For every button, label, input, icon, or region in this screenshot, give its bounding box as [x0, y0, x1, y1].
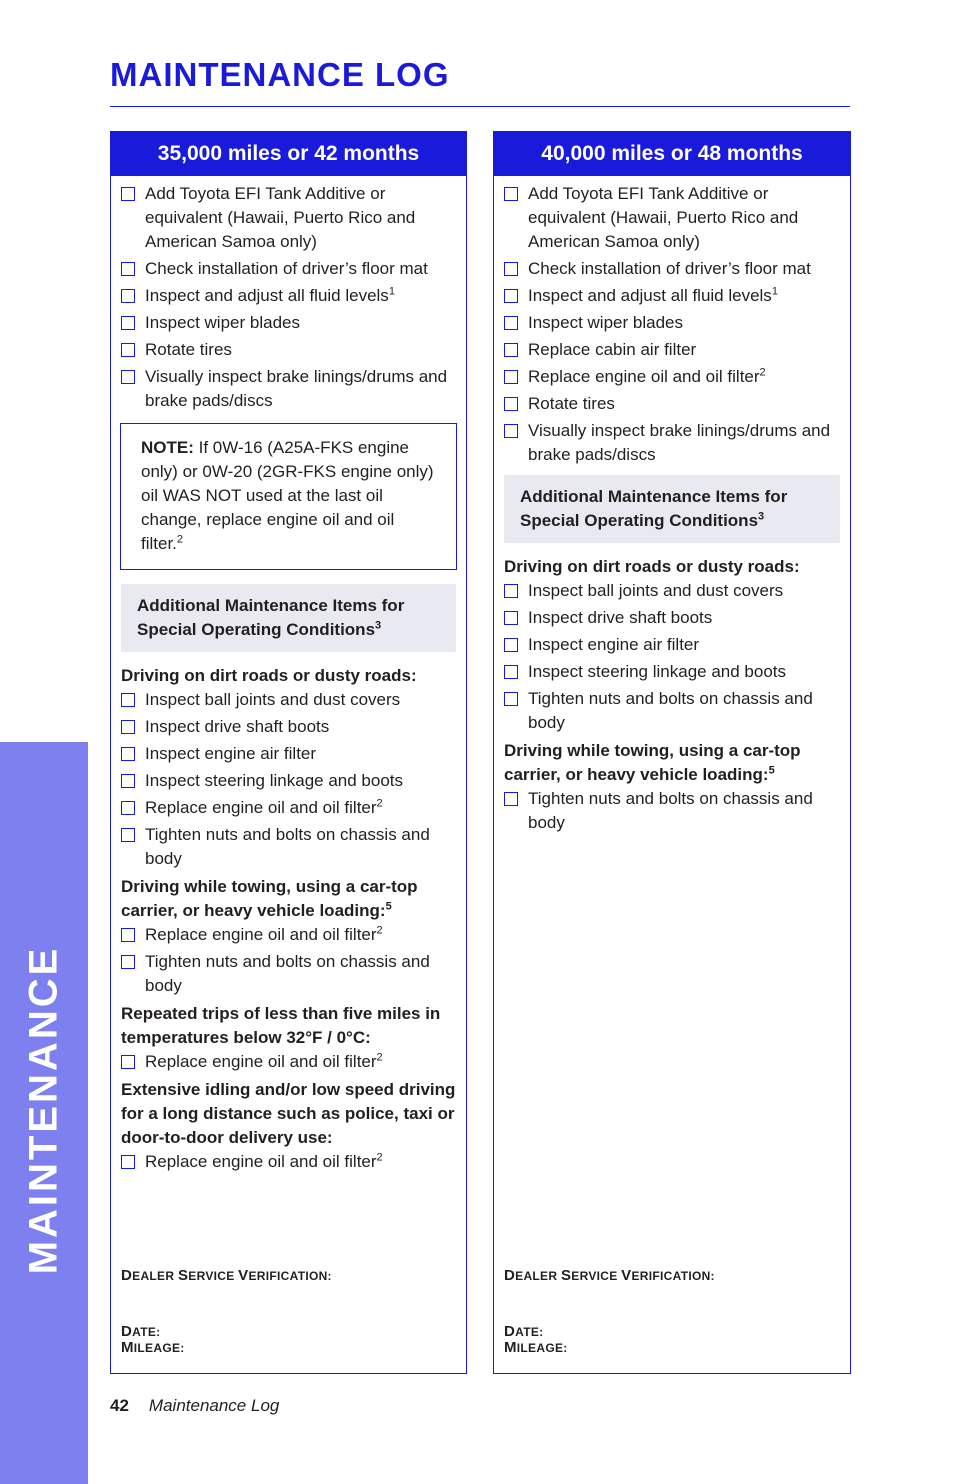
checkbox-icon[interactable] [504, 262, 518, 276]
page-footer [110, 1396, 279, 1416]
special-conditions-title: Additional Maintenance Items for Special Operating Conditions$^3$ [504, 475, 840, 543]
checklist [121, 1050, 456, 1074]
condition-heading: Driving on dirt roads or dusty roads: [504, 557, 800, 576]
checkbox-icon[interactable] [504, 692, 518, 706]
condition-heading: Driving on dirt roads or dusty roads: [121, 666, 417, 685]
checklist-item [504, 182, 840, 254]
footnote-ref: 1 [388, 285, 395, 298]
checkbox-icon[interactable] [121, 928, 135, 942]
checklist-item [504, 787, 840, 835]
checklist-item [121, 182, 456, 254]
checkbox-icon[interactable] [121, 774, 135, 788]
title-divider [110, 106, 850, 107]
checkbox-icon[interactable] [121, 828, 135, 842]
checklist-item-text: Inspect drive shaft boots [145, 717, 330, 736]
checklist-item-text: Inspect steering linkage and boots [528, 662, 787, 681]
checklist-item-text: Inspect and adjust all fluid levels$^1$ [145, 285, 395, 305]
checklist-item-text: Inspect ball joints and dust covers [145, 690, 401, 709]
checklist-item [121, 257, 456, 281]
page-number: 42 [110, 1396, 129, 1415]
checkbox-icon[interactable] [504, 584, 518, 598]
checklist-item [121, 769, 456, 793]
condition-heading: Driving while towing, using a car-top carrier, or heavy vehicle loading:$^5$ [121, 877, 418, 920]
footnote-ref: 1 [771, 285, 778, 298]
checklist-item [121, 823, 456, 871]
checklist-item-text: Replace engine oil and oil filter$^2$ [145, 797, 383, 817]
log-column-35000 [110, 131, 467, 1374]
checklist-item-text: Replace cabin air filter [528, 340, 697, 359]
checklist-item-text: Replace engine oil and oil filter$^2$ [145, 1151, 383, 1171]
checklist-item [121, 1050, 456, 1074]
condition-heading: Repeated trips of less than five miles in temperatures below 32°F / 0°C: [121, 1004, 441, 1047]
footnote-ref: 2 [759, 366, 766, 379]
checklist-item-text: Rotate tires [145, 340, 232, 359]
checklist-item [504, 660, 840, 684]
page-title: MAINTENANCE LOG [110, 56, 450, 93]
checklist-item-text: Inspect engine air filter [145, 744, 317, 763]
checklist-item [121, 742, 456, 766]
special-conditions-title: Additional Maintenance Items for Special Operating Conditions$^3$ [121, 584, 456, 652]
checklist-item-text: Inspect steering linkage and boots [145, 771, 404, 790]
column-body [494, 176, 850, 835]
checkbox-icon[interactable] [121, 316, 135, 330]
note-text: If 0W-16 (A25A-FKS engine only) or 0W-20 (2GR-FKS engine only) oil WAS NOT used at the last oil change, replace engine oil and oil filter. [141, 438, 434, 553]
column-body [111, 176, 466, 1174]
checklist-item-text: Visually inspect brake linings/drums and brake pads/discs [145, 367, 448, 410]
checkbox-icon[interactable] [121, 187, 135, 201]
checklist-item [121, 688, 456, 712]
dealer-service-verification-label: DEALER SERVICE VERIFICATION: [121, 1267, 332, 1284]
checklist [504, 579, 840, 735]
checklist-item-text: Check installation of driver’s floor mat [528, 259, 811, 278]
checkbox-icon[interactable] [504, 316, 518, 330]
checklist-item [504, 338, 840, 362]
checkbox-icon[interactable] [504, 187, 518, 201]
checkbox-icon[interactable] [121, 747, 135, 761]
checklist-item-text: Check installation of driver’s floor mat [145, 259, 428, 278]
checklist-item [504, 419, 840, 467]
checkbox-icon[interactable] [121, 1155, 135, 1169]
checkbox-icon[interactable] [504, 665, 518, 679]
checklist-item-text: Replace engine oil and oil filter$^2$ [145, 924, 383, 944]
checklist-item-text: Tighten nuts and bolts on chassis and body [145, 952, 430, 995]
checklist-item-text: Tighten nuts and bolts on chassis and body [145, 825, 430, 868]
footer-label: Maintenance Log [148, 1396, 280, 1415]
checklist-item [121, 950, 456, 998]
checklist-item-text: Tighten nuts and bolts on chassis and body [528, 689, 813, 732]
checkbox-icon[interactable] [504, 343, 518, 357]
checkbox-icon[interactable] [504, 611, 518, 625]
checklist [121, 182, 456, 413]
dealer-verification [504, 1268, 715, 1356]
checklist-item [121, 715, 456, 739]
dealer-service-verification-label: DEALER SERVICE VERIFICATION: [504, 1267, 715, 1284]
checkbox-icon[interactable] [504, 792, 518, 806]
checklist [504, 182, 840, 467]
checklist-item-text: Add Toyota EFI Tank Additive or equivalent (Hawaii, Puerto Rico and American Samoa only) [145, 184, 416, 251]
checklist-item-text: Inspect wiper blades [145, 313, 300, 332]
checklist-item-text: Inspect drive shaft boots [528, 608, 713, 627]
checklist [504, 787, 840, 835]
checkbox-icon[interactable] [504, 289, 518, 303]
log-column-40000 [493, 131, 851, 1374]
checkbox-icon[interactable] [504, 370, 518, 384]
checklist-item-text: Replace engine oil and oil filter$^2$ [145, 1051, 383, 1071]
note-box [120, 423, 457, 570]
checkbox-icon[interactable] [121, 1055, 135, 1069]
condition-heading: Driving while towing, using a car-top carrier, or heavy vehicle loading:$^5$ [504, 741, 801, 784]
checkbox-icon[interactable] [121, 693, 135, 707]
checklist-item [504, 633, 840, 657]
column-header: 40,000 miles or 48 months [494, 132, 850, 176]
note-label: NOTE: [141, 438, 194, 457]
checklist-item [504, 365, 840, 389]
mileage-label: MILEAGE: [504, 1339, 568, 1356]
footnote-ref: 2 [376, 797, 383, 810]
footnote-ref: 2 [176, 533, 184, 546]
checklist-item-text: Tighten nuts and bolts on chassis and body [528, 789, 813, 832]
date-label: DATE: [504, 1323, 544, 1340]
checklist-item [121, 338, 456, 362]
checklist-item [504, 687, 840, 735]
checklist-item [504, 257, 840, 281]
checklist-item [121, 1150, 456, 1174]
mileage-label: MILEAGE: [121, 1339, 185, 1356]
checklist-item [121, 365, 456, 413]
checklist-item-text: Inspect engine air filter [528, 635, 700, 654]
checkbox-icon[interactable] [121, 955, 135, 969]
checklist-item-text: Add Toyota EFI Tank Additive or equivalent (Hawaii, Puerto Rico and American Samoa only) [528, 184, 799, 251]
checklist [121, 1150, 456, 1174]
checkbox-icon[interactable] [504, 638, 518, 652]
footnote-ref: 2 [376, 1151, 383, 1164]
checklist-item-text: Inspect wiper blades [528, 313, 683, 332]
checkbox-icon[interactable] [121, 343, 135, 357]
checklist [121, 688, 456, 871]
dealer-verification [121, 1268, 332, 1356]
checklist-item [121, 923, 456, 947]
checklist-item-text: Rotate tires [528, 394, 615, 413]
checkbox-icon[interactable] [121, 289, 135, 303]
checklist-item [121, 311, 456, 335]
footnote-ref: 2 [376, 1051, 383, 1064]
checkbox-icon[interactable] [121, 370, 135, 384]
checkbox-icon[interactable] [504, 424, 518, 438]
column-header: 35,000 miles or 42 months [111, 132, 466, 176]
date-label: DATE: [121, 1323, 161, 1340]
checklist-item-text: Replace engine oil and oil filter$^2$ [528, 366, 766, 386]
checklist-item [504, 579, 840, 603]
checklist-item-text: Inspect and adjust all fluid levels$^1$ [528, 285, 778, 305]
side-tab-label: MAINTENANCE [21, 945, 66, 1275]
checkbox-icon[interactable] [504, 397, 518, 411]
checklist-item-text: Visually inspect brake linings/drums and brake pads/discs [528, 421, 831, 464]
checklist-item-text: Inspect ball joints and dust covers [528, 581, 784, 600]
checkbox-icon[interactable] [121, 262, 135, 276]
checklist-item [121, 796, 456, 820]
condition-heading: Extensive idling and/or low speed driving for a long distance such as police, taxi or door-to-door delivery use: [121, 1080, 456, 1147]
checklist [121, 923, 456, 998]
checklist-item [121, 284, 456, 308]
footnote-ref: 2 [376, 924, 383, 937]
checklist-item [504, 311, 840, 335]
checkbox-icon[interactable] [121, 801, 135, 815]
checklist-item [504, 284, 840, 308]
checkbox-icon[interactable] [121, 720, 135, 734]
checklist-item [504, 606, 840, 630]
checklist-item [504, 392, 840, 416]
